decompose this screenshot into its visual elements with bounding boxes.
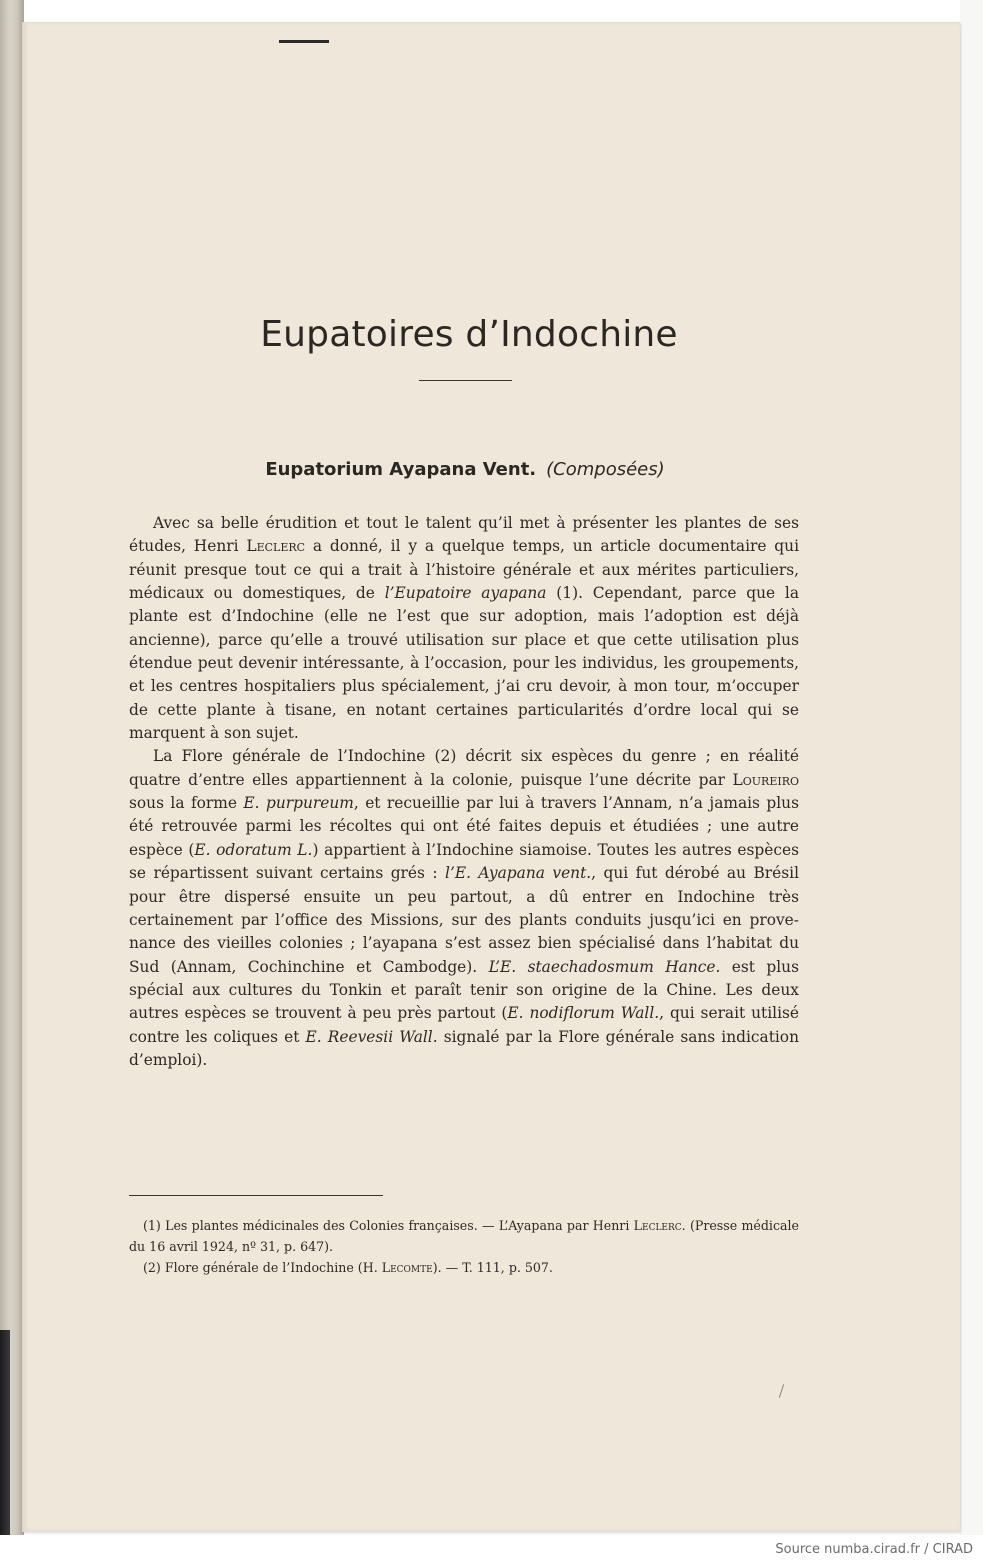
species-ayapana: l’E. Ayapana vent. (445, 864, 592, 883)
footnote-2-text-a: (2) Flore générale de l’Indochine (H. (143, 1260, 382, 1275)
paragraph-2-text-f: est plus spécial aux cultures du Tonkin et paraît tenir son origine de la Chine. Les deux autres espèces se trouvent à peu près partout ( (129, 957, 799, 1023)
species-staechadosmum: L’E. staechadosmum Hance. (488, 957, 721, 976)
paragraph-1-text-c: (1). Cependant, parce que la plante est d’Indochine (elle ne l’est que sur adoption, mais l’adoption est déjà ancienne), parce qu’elle a trouvé utilisation sur place et que cette utilisation plus étendue peut devenir intéressante, à l’occasion, pour les individus, les groupements, et les centres hospitaliers plus spécialement, j’ai cru devoir, à mon tour, m’occuper de cette plante à tisane, en notant certaines particularités d’ordre local qui se marquent à son sujet. (129, 584, 800, 743)
source-credit: Source numba.cirad.fr / CIRAD (775, 1542, 973, 1557)
paragraph-1-text-a: Avec sa belle érudition et tout le talent qu’il met à présenter les plantes de ses études, Henri (129, 514, 799, 556)
paragraph-2-text-e: , qui fut dérobé au Brésil pour être dispersé ensuite un peu partout, a dû entrer en Indochine très certainement par l’office des Missions, sur des plants conduits jusqu’ici en provenance des vieilles colonies ; l’ayapana s’est assez bien spécialisé dans l’habitat du Sud (Annam, Cochinchine et Cambodge). (129, 864, 800, 976)
binding-edge (0, 1330, 10, 1535)
page-title: Eupatoires d’Indochine (260, 314, 678, 355)
author-loureiro: Loureiro (732, 770, 799, 789)
outer-margin (960, 0, 983, 1535)
plant-name-ayapana: l’Eupatoire ayapana (384, 584, 547, 603)
footnote-1-text-b: . (Presse médicale du 16 avril 1924, nº 31, p. 647). (129, 1218, 799, 1254)
paragraph-1-text-b: a donné, il y a quelque temps, un article documentaire qui réunit presque tout ce qui a trait à l’histoire générale et aux mérites particuliers, médicaux ou domestiques, de (129, 537, 799, 603)
footnote-1 (129, 1215, 799, 1257)
footnote-2 (129, 1257, 799, 1278)
species-reevesii: E. Reevesii Wall. (305, 1027, 438, 1046)
footnotes (129, 1215, 799, 1278)
author-leclerc: Leclerc (246, 537, 306, 556)
paragraph-2-text-a: La Flore générale de l’Indochine (2) décrit six espèces du genre ; en réalité quatre d’entre elles appartiennent à la colonie, puisque l’une décrite par (129, 747, 799, 789)
species-name: Eupatorium Ayapana Vent. (265, 459, 537, 480)
footnote-divider (129, 1195, 383, 1196)
paragraph-2-text-h: signalé par la Flore générale sans indication d’emploi). (129, 1027, 799, 1069)
species-odoratum: E. odoratum L. (194, 840, 313, 859)
family-name: (Composées) (546, 459, 665, 480)
paragraph-2-text-b: sous la forme (129, 794, 244, 813)
body-text (129, 512, 799, 1072)
species-purpureum: E. purpureum (243, 794, 354, 813)
paragraph-2-text-d: ) appartient à l’Indochine siamoise. Toutes les autres espèces se répartissent suivant certains grés : (129, 840, 800, 883)
footnote-1-text-a: (1) Les plantes médicinales des Colonies françaises. — L’Ayapana par Henri (143, 1218, 634, 1233)
title-divider (419, 380, 512, 381)
document-page (22, 22, 960, 1532)
top-rule-mark (279, 40, 329, 43)
footnote-1-author: Leclerc (633, 1218, 682, 1233)
paragraph-2-text-g: , qui serait utilisé contre les coliques et (129, 1004, 799, 1046)
section-heading (22, 459, 908, 480)
paragraph-1 (129, 512, 799, 745)
pencil-mark (779, 1384, 784, 1398)
paragraph-2-text-c: , et recueillie par lui à travers l’Annam, n’a jamais plus été retrouvée parmi les récoltes qui ont été faites depuis et étudiées ; une autre espèce ( (129, 794, 799, 859)
species-nodiflorum: E. nodiflorum Wall. (507, 1004, 660, 1023)
footnote-2-text-b: ). — T. 111, p. 507. (432, 1260, 553, 1275)
paragraph-2 (129, 745, 799, 1072)
book-spine (0, 0, 24, 1535)
footnote-2-author: Lecomte (381, 1260, 433, 1275)
